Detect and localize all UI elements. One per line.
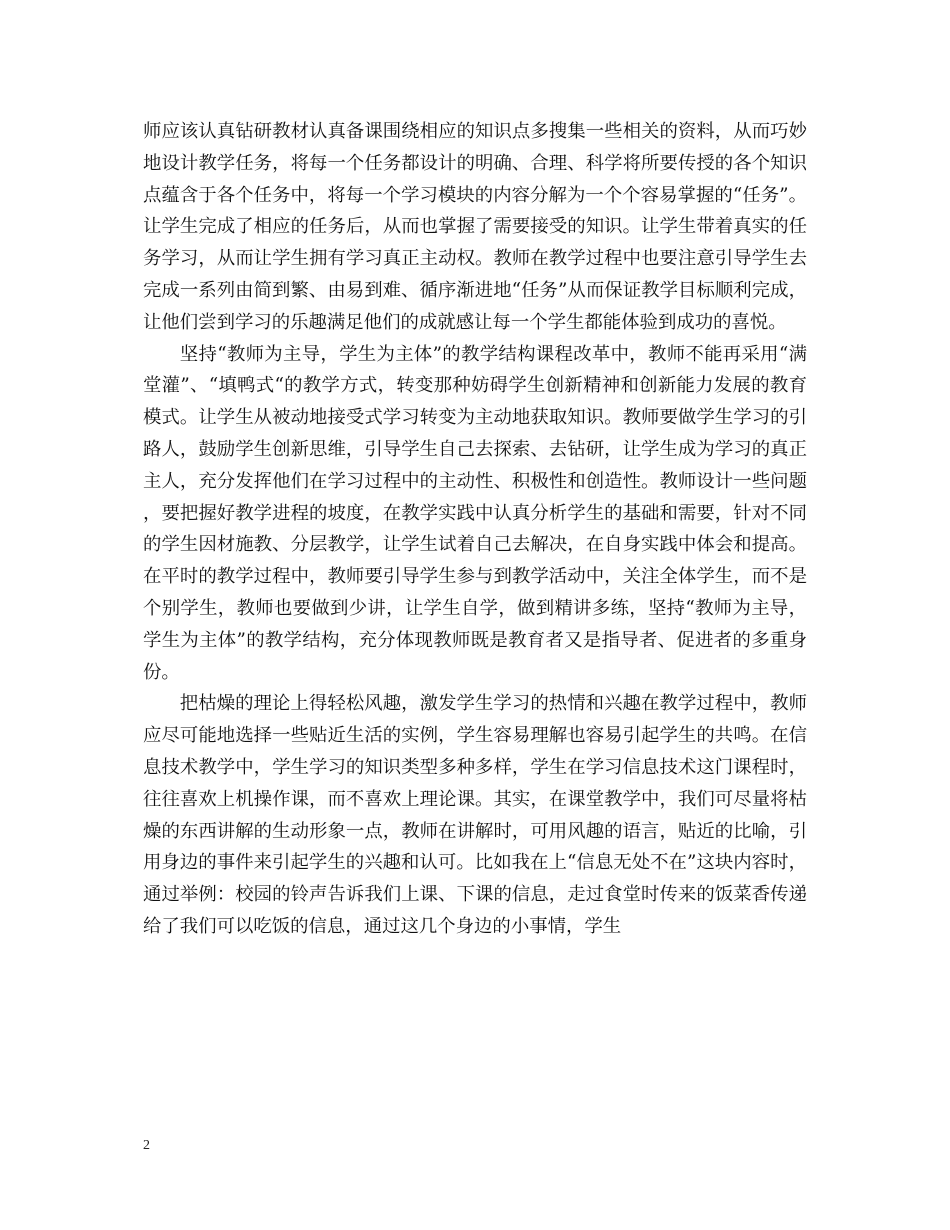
- body-text: [143, 116, 807, 943]
- paragraph-3: 把枯燥的理论上得轻松风趣，激发学生学习的热情和兴趣在教学过程中，教师应尽可能地选择一些贴近生活的实例，学生容易理解也容易引起学生的共鸣。在信息技术教学中，学生学习的知识类型多种多样，学生在学习信息技术这门课程时，往往喜欢上机操作课，而不喜欢上理论课。其实，在课堂教学中，我们可尽量将枯燥的东西讲解的生动形象一点，教师在讲解时，可用风趣的语言，贴近的比喻，引用身边的事件来引起学生的兴趣和认可。比如我在上“信息无处不在”这块内容时，通过举例：校园的铃声告诉我们上课、下课的信息，走过食堂时传来的饭菜香传递给了我们可以吃饭的信息，通过这几个身边的小事情，学生: [143, 693, 807, 937]
- page-number: 2: [143, 1138, 150, 1153]
- paragraph-1: 师应该认真钻研教材认真备课围绕相应的知识点多搜集一些相关的资料，从而巧妙地设计教学任务，将每一个任务都设计的明确、合理、科学将所要传授的各个知识点蕴含于各个任务中，将每一个学习模块的内容分解为一个个容易掌握的“任务”。让学生完成了相应的任务后，从而也掌握了需要接受的知识。让学生带着真实的任务学习，从而让学生拥有学习真正主动权。教师在教学过程中也要注意引导学生去完成一系列由简到繁、由易到难、循序渐进地“任务”从而保证教学目标顺利完成，让他们尝到学习的乐趣满足他们的成就感让每一个学生都能体验到成功的喜悦。: [143, 121, 807, 333]
- paragraph-2: 坚持“教师为主导，学生为主体”的教学结构课程改革中，教师不能再采用“满堂灌”、“填鸭式“的教学方式，转变那种妨碍学生创新精神和创新能力发展的教育模式。让学生从被动地接受式学习转变为主动地获取知识。教师要做学生学习的引路人，鼓励学生创新思维，引导学生自己去探索、去钻研，让学生成为学习的真正主人，充分发挥他们在学习过程中的主动性、积极性和创造性。教师设计一些问题，要把握好教学进程的坡度，在教学实践中认真分析学生的基础和需要，针对不同的学生因材施教、分层教学，让学生试着自己去解决，在自身实践中体会和提高。在平时的教学过程中，教师要引导学生参与到教学活动中，关注全体学生，而不是个别学生，教师也要做到少讲，让学生自学，做到精讲多练，坚持“教师为主导，学生为主体”的教学结构，充分体现教师既是教育者又是指导者、促进者的多重身份。: [143, 343, 807, 683]
